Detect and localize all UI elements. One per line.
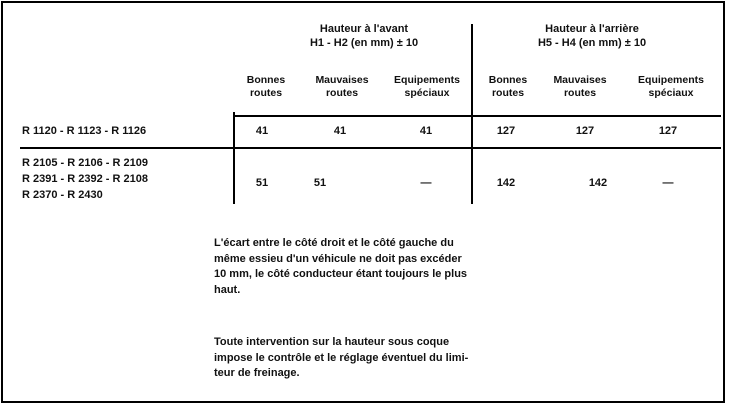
sub-label: Equipements	[638, 74, 704, 86]
model-line: R 1120 - R 1123 - R 1126	[22, 125, 147, 137]
note-brake-limiter	[214, 335, 468, 382]
sub-label: Mauvaises	[553, 74, 607, 86]
rear-height-tolerance: H5 - H4 (en mm) ± 10	[537, 37, 647, 49]
note-line: haut.	[214, 283, 241, 296]
model-line: R 2370 - R 2430	[22, 189, 103, 201]
sub-front-good-roads	[236, 74, 296, 100]
row2-front-bad: 51	[313, 177, 327, 189]
header-rule	[233, 115, 721, 117]
rear-height-header	[482, 22, 702, 50]
note-line: même essieu d'un véhicule ne doit pas excéder	[214, 252, 462, 265]
note-wheel-side-difference	[214, 236, 467, 298]
sub-front-bad-roads	[302, 74, 382, 100]
row2-front-special: —	[420, 177, 432, 189]
sub-label: routes	[249, 87, 283, 99]
sub-rear-bad-roads	[540, 74, 620, 100]
sub-front-special	[382, 74, 472, 100]
row1-rear-good: 127	[496, 125, 516, 137]
front-height-title: Hauteur à l'avant	[319, 23, 409, 35]
note-line: Toute intervention sur la hauteur sous coque	[214, 336, 450, 348]
rear-height-title: Hauteur à l'arrière	[545, 23, 639, 35]
note-line: 10 mm, le côté conducteur étant toujours le plus	[214, 268, 468, 280]
sub-rear-good-roads	[478, 74, 538, 100]
model-line: R 2105 - R 2106 - R 2109	[22, 157, 148, 169]
row-rule	[20, 147, 721, 149]
sub-rear-special	[626, 74, 716, 100]
column-rule-middle	[471, 24, 473, 204]
note-line: teur de freinage.	[214, 367, 300, 379]
row1-front-special: 41	[419, 125, 433, 137]
row1-rear-bad: 127	[575, 125, 595, 137]
sub-label: spéciaux	[648, 87, 694, 99]
sub-label: routes	[325, 87, 359, 99]
note-line: L'écart entre le côté droit et le côté gauche du	[214, 237, 454, 249]
sub-label: Bonnes	[488, 74, 528, 86]
sub-label: Bonnes	[246, 74, 286, 86]
row2-rear-special: —	[662, 177, 674, 189]
sub-label: spéciaux	[404, 87, 450, 99]
row2-rear-bad: 142	[588, 177, 608, 189]
model-line: R 2391 - R 2392 - R 2108	[22, 173, 148, 185]
row1-front-good: 41	[255, 125, 269, 137]
row1-front-bad: 41	[333, 125, 347, 137]
sub-label: routes	[491, 87, 525, 99]
sub-label: Equipements	[394, 74, 460, 86]
row2-models	[22, 156, 148, 202]
row2-rear-good: 142	[496, 177, 516, 189]
row1-rear-special: 127	[658, 125, 678, 137]
sub-label: Mauvaises	[315, 74, 369, 86]
row1-models	[22, 124, 146, 138]
front-height-header	[264, 22, 464, 50]
front-height-tolerance: H1 - H2 (en mm) ± 10	[309, 37, 419, 49]
row2-front-good: 51	[255, 177, 269, 189]
note-line: impose le contrôle et le réglage éventuel du limi-	[214, 351, 469, 364]
sub-label: routes	[563, 87, 597, 99]
